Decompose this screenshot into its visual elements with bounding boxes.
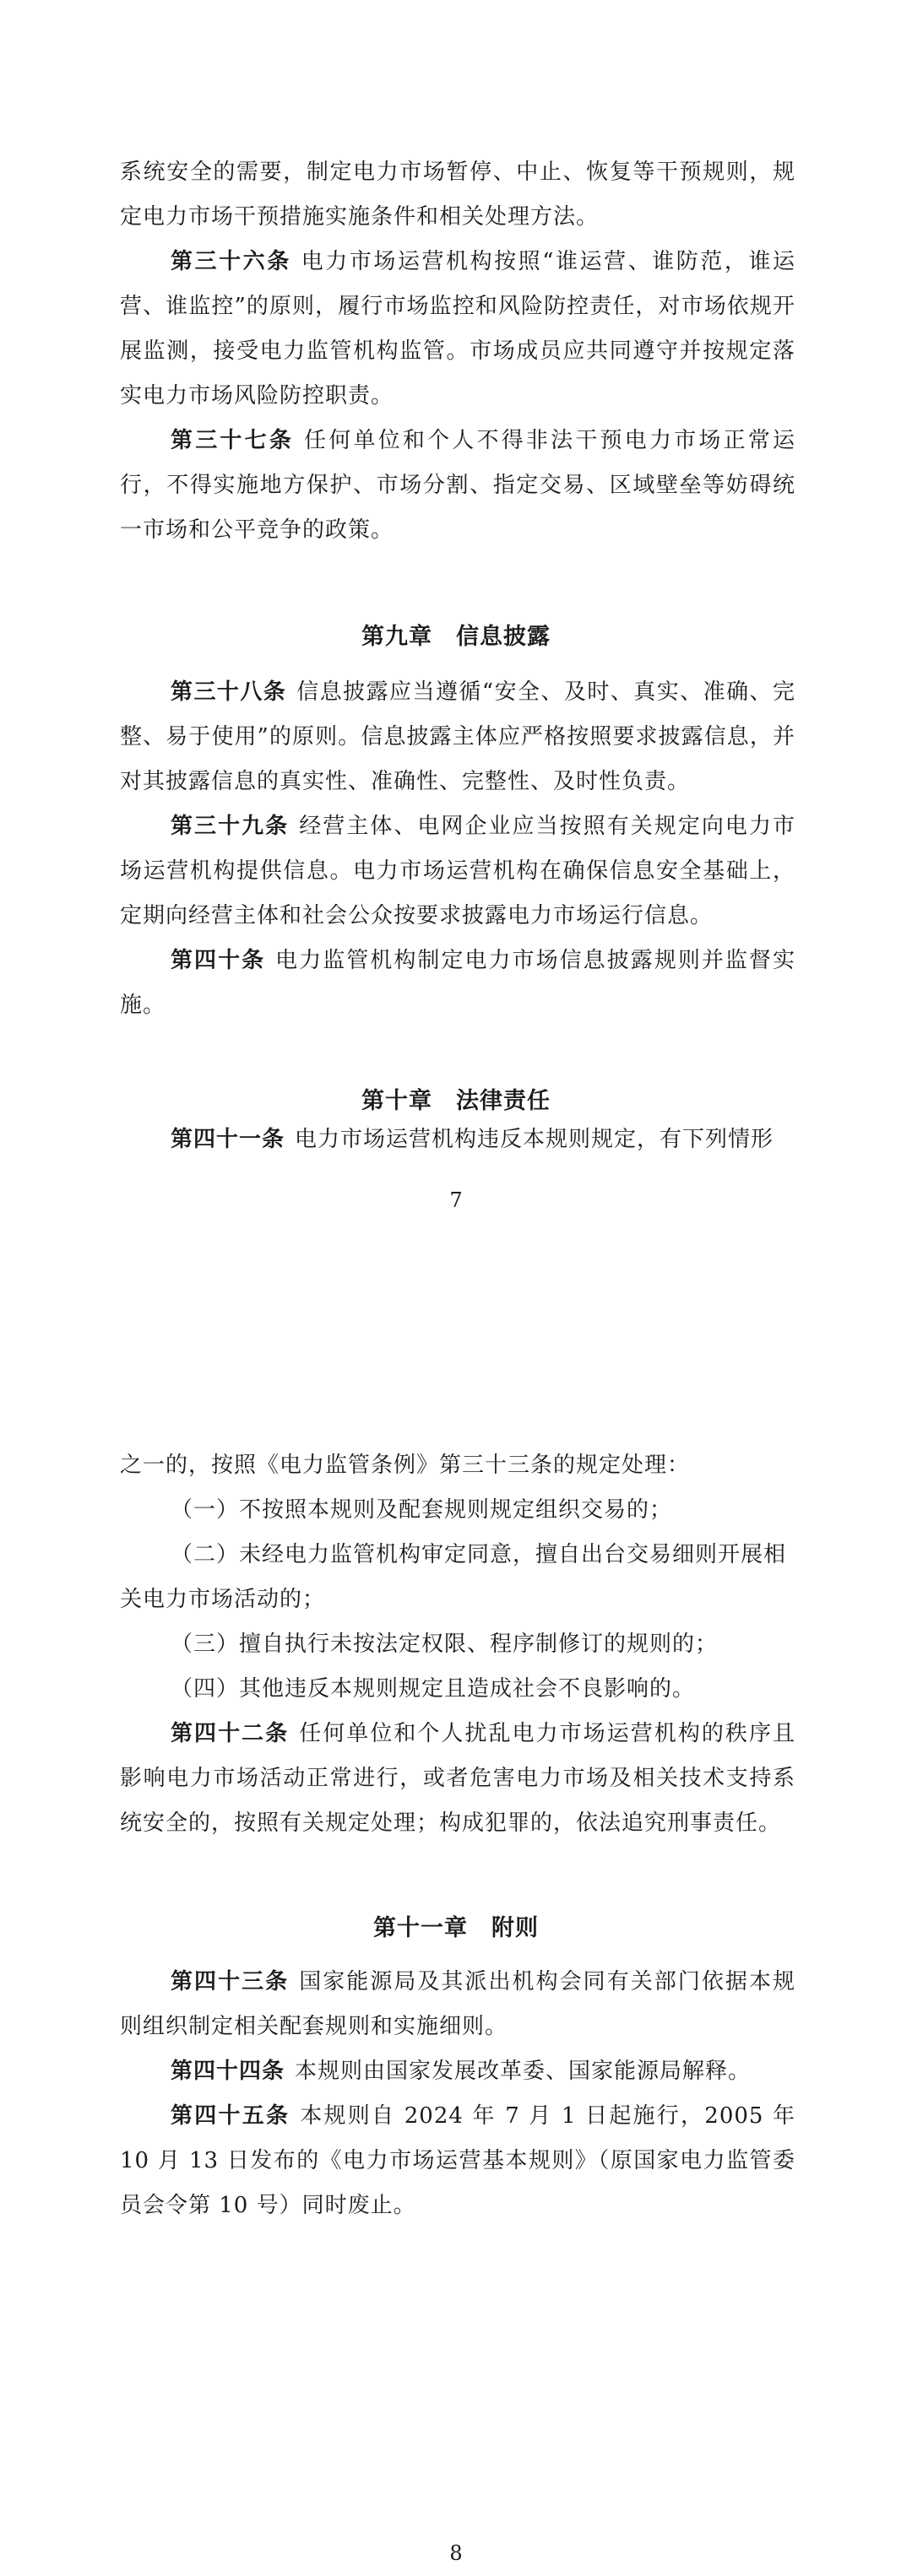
article-38-text: 信息披露应当遵循“安全、及时、真实、准确、完整、易于使用”的原则。信息披露主体应严格按照要求披露信息，并对其披露信息的真实性、准确性、完整性、及时性负责。	[120, 679, 795, 794]
chapter-9-title: 信息披露	[456, 624, 551, 650]
chapter-10-number: 第十章	[361, 1088, 432, 1114]
list-item-1: （一）不按照本规则及配套规则规定组织交易的；	[171, 1497, 673, 1523]
chapter-10-heading	[0, 1085, 912, 1118]
article-38-label: 第三十八条	[171, 679, 287, 705]
chapter-11-number: 第十一章	[373, 1915, 468, 1941]
article-43-label: 第四十三条	[171, 1969, 290, 1994]
article-36	[120, 240, 795, 419]
chapter-10-title: 法律责任	[456, 1088, 551, 1114]
article-44-label: 第四十四条	[171, 2059, 285, 2084]
chapter-11-title: 附则	[491, 1915, 539, 1941]
chapter-11-heading	[0, 1912, 912, 1946]
article-36-text: 电力市场运营机构按照“谁运营、谁防范，谁运营、谁监控”的原则，履行市场监控和风险防控责任，对市场依规开展监测，接受电力监管机构监管。市场成员应共同遵守并按规定落实电力市场风险防控职责。	[120, 249, 795, 409]
article-37	[120, 419, 795, 553]
list-item-3: （三）擅自执行未按法定权限、程序制修订的规则的；	[171, 1632, 719, 1657]
page-number-8: 8	[449, 2541, 463, 2565]
article-41-label: 第四十一条	[171, 1127, 285, 1152]
list-item-2: （二）未经电力监管机构审定同意，擅自出台交易细则开展相关电力市场活动的；	[120, 1542, 787, 1612]
article-40	[120, 939, 795, 1028]
article-45-label: 第四十五条	[171, 2103, 290, 2129]
article-45-text: 本规则自 2024 年 7 月 1 日起施行，2005 年 10 月 13 日发布的《电力市场运营基本规则》（原国家电力监管委员会令第 10 号）同时废止。	[120, 2103, 795, 2218]
article-41-continuation: 之一的，按照《电力监管条例》第三十三条的规定处理：	[120, 1453, 691, 1478]
article-38	[120, 670, 795, 804]
article-37-text: 任何单位和个人不得非法干预电力市场正常运行，不得实施地方保护、市场分割、指定交易、区域壁垒等妨碍统一市场和公平竞争的政策。	[120, 428, 795, 543]
chapter-9-heading	[0, 620, 912, 654]
article-42-label: 第四十二条	[171, 1721, 290, 1746]
article-42	[120, 1712, 795, 1846]
article-41-text: 电力市场运营机构违反本规则规定，有下列情形	[295, 1127, 774, 1152]
page-number-7: 7	[449, 1188, 463, 1212]
article-36-label: 第三十六条	[171, 249, 291, 274]
article-40-label: 第四十条	[171, 948, 266, 973]
article-42-text: 任何单位和个人扰乱电力市场运营机构的秩序且影响电力市场活动正常进行，或者危害电力市场及相关技术支持系统安全的，按照有关规定处理；构成犯罪的，依法追究刑事责任。	[120, 1721, 795, 1836]
article-41	[120, 1118, 795, 1162]
article-43	[120, 1960, 795, 2049]
article-44-text: 本规则由国家发展改革委、国家能源局解释。	[295, 2059, 752, 2084]
article-40-text: 电力监管机构制定电力市场信息披露规则并监督实施。	[120, 948, 795, 1018]
article-43-text: 国家能源局及其派出机构会同有关部门依据本规则组织制定相关配套规则和实施细则。	[120, 1969, 795, 2039]
article-39	[120, 804, 795, 939]
paragraph-continuation: 系统安全的需要，制定电力市场暂停、中止、恢复等干预规则，规定电力市场干预措施实施条件和相关处理方法。	[120, 160, 795, 230]
article-45	[120, 2094, 795, 2228]
article-39-text: 经营主体、电网企业应当按照有关规定向电力市场运营机构提供信息。电力市场运营机构在确保信息安全基础上，定期向经营主体和社会公众按要求披露电力市场运行信息。	[120, 814, 795, 928]
article-44	[120, 2049, 795, 2094]
list-item-4: （四）其他违反本规则规定且造成社会不良影响的。	[171, 1676, 696, 1702]
article-37-label: 第三十七条	[171, 428, 295, 453]
chapter-9-number: 第九章	[361, 624, 432, 650]
article-39-label: 第三十九条	[171, 814, 290, 839]
